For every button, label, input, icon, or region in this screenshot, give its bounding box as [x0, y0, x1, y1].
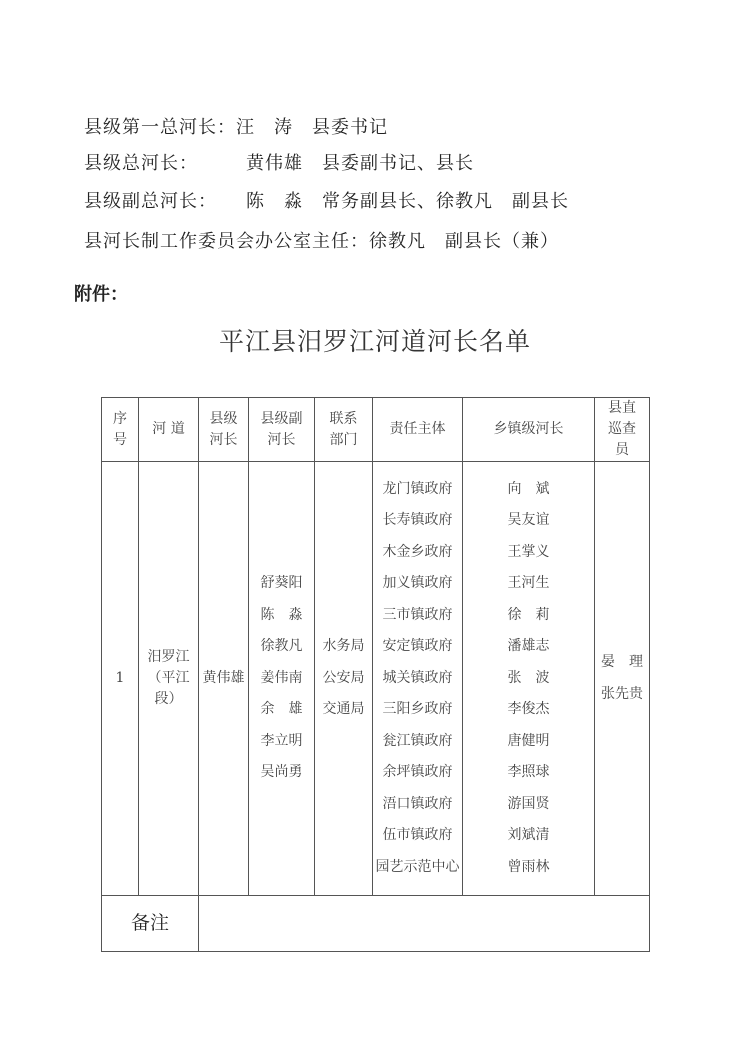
header-deputy-chief: 县级副河长 — [249, 398, 315, 462]
inspectors: 晏 理 张先贵 — [595, 462, 650, 896]
table-row — [102, 462, 650, 896]
remark-value — [199, 896, 650, 952]
header-county-chief: 县级河长 — [199, 398, 249, 462]
intro-line-4: 县河长制工作委员会办公室主任：徐教凡 副县长（兼） — [84, 231, 559, 252]
county-chief: 黄伟雄 — [199, 462, 249, 896]
river-name: 汨罗江 （平江 段） — [139, 462, 199, 896]
header-department: 联系部门 — [315, 398, 373, 462]
document-title: 平江县汨罗江河道河长名单 — [218, 327, 531, 356]
intro-line-2: 县级总河长： 黄伟雄 县委副书记、县长 — [84, 153, 474, 174]
header-river: 河 道 — [139, 398, 199, 462]
intro-line-1: 县级第一总河长：汪 涛 县委书记 — [84, 117, 388, 138]
responsible-entities: 龙门镇政府 长寿镇政府 木金乡政府 加义镇政府 三市镇政府 安定镇政府 城关镇政府 三阳乡政府 瓮江镇政府 余坪镇政府 浯口镇政府 伍市镇政府 园艺示范中心 — [373, 462, 463, 896]
header-index: 序号 — [102, 398, 139, 462]
departments: 水务局 公安局 交通局 — [315, 462, 373, 896]
river-chief-table — [101, 397, 650, 952]
header-inspector: 县直巡查员 — [595, 398, 650, 462]
deputy-chiefs: 舒葵阳 陈 淼 徐教凡 姜伟南 余 雄 李立明 吴尚勇 — [249, 462, 315, 896]
attachment-label: 附件： — [74, 284, 128, 305]
remark-row — [102, 896, 650, 952]
intro-line-3: 县级副总河长： 陈 淼 常务副县长、徐教凡 副县长 — [84, 191, 569, 212]
town-chiefs: 向 斌 吴友谊 王掌义 王河生 徐 莉 潘雄志 张 波 李俊杰 唐健明 李照球 游国贤 刘斌清 曾雨林 — [463, 462, 595, 896]
row-index: 1 — [102, 462, 139, 896]
header-responsible: 责任主体 — [373, 398, 463, 462]
header-row — [102, 398, 650, 462]
remark-label: 备注 — [102, 896, 199, 952]
header-town-chief: 乡镇级河长 — [463, 398, 595, 462]
